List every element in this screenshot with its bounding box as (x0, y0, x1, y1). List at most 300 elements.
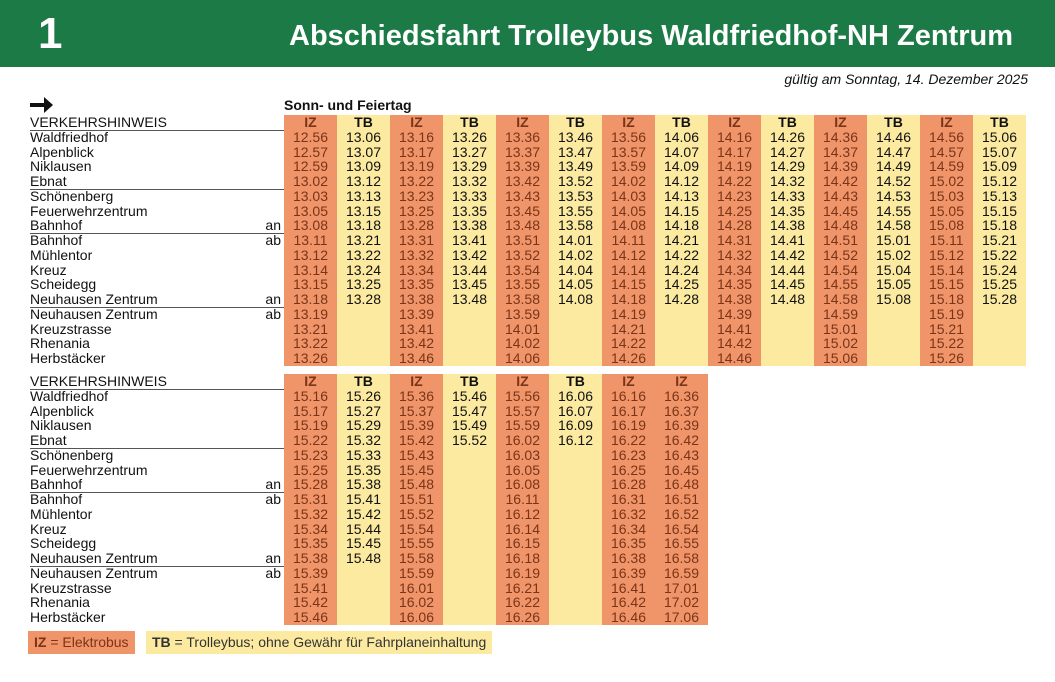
departure-time: 14.29 (761, 159, 814, 174)
departure-time (337, 610, 390, 625)
departure-time: 14.02 (496, 336, 549, 351)
departure-time: 16.52 (655, 507, 708, 522)
trip-type-header: TB (655, 115, 708, 130)
departure-time: 15.06 (814, 351, 867, 366)
departure-time: 13.43 (496, 189, 549, 204)
stop-name: Scheidegg (30, 535, 97, 552)
departure-time: 13.22 (390, 174, 443, 189)
departure-time (549, 551, 602, 566)
departure-time: 14.27 (761, 145, 814, 160)
departure-time: 16.25 (602, 463, 655, 478)
departure-time: 15.14 (920, 263, 973, 278)
departure-time (867, 351, 920, 366)
legend-tb (146, 631, 492, 654)
arrival-departure-marker: ab (265, 305, 281, 322)
departure-time: 14.22 (708, 174, 761, 189)
trip-type-header: IZ (602, 374, 655, 389)
departure-time: 15.03 (920, 189, 973, 204)
departure-time: 13.48 (496, 218, 549, 233)
departure-time: 16.14 (496, 522, 549, 537)
departure-time: 14.28 (655, 292, 708, 307)
departure-time: 15.46 (443, 389, 496, 404)
trip-type-header: IZ (496, 374, 549, 389)
departure-time: 14.28 (708, 218, 761, 233)
departure-time (443, 492, 496, 507)
departure-time (549, 536, 602, 551)
departure-time (549, 610, 602, 625)
departure-time (867, 307, 920, 322)
departure-time: 12.59 (284, 159, 337, 174)
departure-time: 15.18 (920, 292, 973, 307)
trip-type-header: TB (443, 374, 496, 389)
departure-time: 15.16 (284, 389, 337, 404)
departure-time (443, 477, 496, 492)
departure-time: 14.58 (814, 292, 867, 307)
departure-time: 16.37 (655, 404, 708, 419)
departure-time: 13.19 (390, 159, 443, 174)
departure-time: 14.57 (920, 145, 973, 160)
departure-time: 16.02 (390, 595, 443, 610)
departure-time: 14.52 (867, 174, 920, 189)
departure-time: 13.26 (284, 351, 337, 366)
departure-time: 16.07 (549, 404, 602, 419)
departure-time (549, 307, 602, 322)
stop-name: Neuhausen Zentrum (30, 550, 158, 566)
departure-time: 14.42 (761, 248, 814, 263)
departure-time: 14.58 (867, 218, 920, 233)
departure-time: 15.34 (284, 522, 337, 537)
departure-time: 14.49 (867, 159, 920, 174)
departure-time: 15.06 (973, 130, 1026, 145)
departure-time (337, 351, 390, 366)
departure-time: 14.23 (708, 189, 761, 204)
departure-time: 15.28 (284, 477, 337, 492)
departure-time (443, 581, 496, 596)
departure-time: 15.57 (496, 404, 549, 419)
departure-time: 14.45 (814, 204, 867, 219)
arrival-departure-marker: an (265, 550, 281, 566)
departure-time: 15.59 (390, 566, 443, 581)
departure-time: 14.08 (602, 218, 655, 233)
departure-time: 14.32 (708, 248, 761, 263)
departure-time: 15.46 (284, 610, 337, 625)
departure-time: 14.08 (549, 292, 602, 307)
departure-time: 13.39 (390, 307, 443, 322)
legend-iz-code: IZ (34, 634, 47, 650)
departure-time: 14.34 (708, 263, 761, 278)
departure-time (549, 448, 602, 463)
departure-time (443, 307, 496, 322)
day-type-label: Sonn- und Feiertag (284, 97, 412, 113)
departure-time: 16.23 (602, 448, 655, 463)
departure-time: 14.01 (549, 233, 602, 248)
departure-time: 14.13 (655, 189, 708, 204)
departure-time (549, 522, 602, 537)
departure-time: 15.54 (390, 522, 443, 537)
departure-time (761, 322, 814, 337)
stop-name: Rhenania (30, 594, 90, 611)
departure-time: 15.52 (390, 507, 443, 522)
departure-time: 15.02 (867, 248, 920, 263)
departure-time: 14.53 (867, 189, 920, 204)
departure-time (761, 307, 814, 322)
departure-time: 15.41 (284, 581, 337, 596)
departure-time: 13.38 (390, 292, 443, 307)
departure-time (867, 322, 920, 337)
departure-time: 16.19 (602, 418, 655, 433)
departure-time: 14.07 (655, 145, 708, 160)
stop-name: Schönenberg (30, 187, 114, 204)
departure-time: 15.05 (920, 204, 973, 219)
departure-time: 17.06 (655, 610, 708, 625)
departure-time: 13.47 (549, 145, 602, 160)
departure-time: 13.41 (443, 233, 496, 248)
departure-time: 15.22 (973, 248, 1026, 263)
stop-name: Rhenania (30, 335, 90, 352)
departure-time: 16.18 (496, 551, 549, 566)
stop-name: Kreuz (30, 261, 67, 278)
departure-time: 13.45 (443, 277, 496, 292)
departure-time: 16.17 (602, 404, 655, 419)
departure-time: 12.57 (284, 145, 337, 160)
departure-time: 16.31 (602, 492, 655, 507)
departure-time: 14.59 (920, 159, 973, 174)
departure-time: 16.19 (496, 566, 549, 581)
departure-time (549, 463, 602, 478)
departure-time: 14.59 (814, 307, 867, 322)
departure-time: 15.01 (814, 322, 867, 337)
trip-type-header: TB (867, 115, 920, 130)
departure-time: 13.21 (284, 322, 337, 337)
departure-time: 15.48 (390, 477, 443, 492)
departure-time (443, 507, 496, 522)
departure-time: 15.42 (337, 507, 390, 522)
stop-name: Bahnhof (30, 491, 83, 507)
departure-time (443, 566, 496, 581)
departure-time: 14.45 (761, 277, 814, 292)
stop-name: Scheidegg (30, 276, 97, 293)
departure-time: 14.35 (761, 204, 814, 219)
departure-time (549, 507, 602, 522)
departure-time: 17.02 (655, 595, 708, 610)
stop-name: Mühlentor (30, 505, 93, 522)
departure-time: 14.44 (761, 263, 814, 278)
stop-name: Kreuzstrasse (30, 579, 112, 596)
departure-time: 15.56 (496, 389, 549, 404)
departure-time: 15.25 (284, 463, 337, 478)
header-label: VERKEHRSHINWEIS (30, 114, 167, 130)
departure-time: 16.43 (655, 448, 708, 463)
departure-time: 13.28 (337, 292, 390, 307)
departure-time: 15.55 (390, 536, 443, 551)
departure-time: 16.32 (602, 507, 655, 522)
departure-time: 13.23 (390, 189, 443, 204)
departure-time (655, 351, 708, 366)
departure-time: 14.06 (655, 130, 708, 145)
stop-name: Bahnhof (30, 476, 83, 493)
departure-time: 13.49 (549, 159, 602, 174)
departure-time: 15.05 (867, 277, 920, 292)
departure-time: 13.26 (443, 130, 496, 145)
departure-time (443, 336, 496, 351)
departure-time: 15.19 (920, 307, 973, 322)
departure-time: 15.38 (337, 477, 390, 492)
departure-time: 16.35 (602, 536, 655, 551)
departure-time (549, 351, 602, 366)
departure-time: 14.24 (655, 263, 708, 278)
trip-type-header: TB (761, 115, 814, 130)
departure-time: 13.29 (443, 159, 496, 174)
trip-type-header: IZ (390, 374, 443, 389)
departure-time: 14.03 (602, 189, 655, 204)
departure-time: 13.18 (284, 292, 337, 307)
departure-time: 13.58 (496, 292, 549, 307)
departure-time (549, 322, 602, 337)
departure-time: 16.11 (496, 492, 549, 507)
departure-time: 15.04 (867, 263, 920, 278)
arrival-departure-marker: ab (265, 491, 281, 507)
departure-time: 14.43 (814, 189, 867, 204)
departure-time: 13.52 (549, 174, 602, 189)
stop-name: Neuhausen Zentrum (30, 564, 158, 581)
departure-time (867, 336, 920, 351)
departure-time: 14.12 (655, 174, 708, 189)
stop-name: Niklausen (30, 158, 92, 175)
departure-time: 15.24 (973, 263, 1026, 278)
stop-name: Herbstäcker (30, 350, 106, 366)
departure-time (337, 307, 390, 322)
departure-time: 14.14 (602, 263, 655, 278)
departure-time: 15.01 (867, 233, 920, 248)
timetable-header (0, 0, 1055, 67)
departure-time: 13.46 (390, 351, 443, 366)
departure-time: 15.38 (284, 551, 337, 566)
trip-type-header: IZ (390, 115, 443, 130)
stop-name: Ebnat (30, 173, 67, 189)
departure-time: 14.26 (602, 351, 655, 366)
departure-time: 13.06 (337, 130, 390, 145)
legend-tb-text: = Trolleybus; ohne Gewähr für Fahrplaneinhaltung (170, 634, 487, 650)
departure-time (443, 351, 496, 366)
departure-time: 14.52 (814, 248, 867, 263)
departure-time: 13.27 (443, 145, 496, 160)
departure-time: 16.54 (655, 522, 708, 537)
departure-time (549, 336, 602, 351)
departure-time (549, 581, 602, 596)
arrival-departure-marker: an (265, 476, 281, 493)
departure-time: 13.25 (390, 204, 443, 219)
departure-time: 16.16 (602, 389, 655, 404)
trip-type-header: TB (443, 115, 496, 130)
departure-time: 15.33 (337, 448, 390, 463)
stop-name: Schönenberg (30, 446, 114, 463)
departure-time: 14.18 (602, 292, 655, 307)
departure-time (337, 322, 390, 337)
departure-time: 16.45 (655, 463, 708, 478)
departure-time (973, 307, 1026, 322)
departure-time: 15.21 (920, 322, 973, 337)
stop-name: Kreuzstrasse (30, 320, 112, 337)
departure-time: 13.53 (549, 189, 602, 204)
departure-time: 13.57 (602, 145, 655, 160)
departure-time: 13.51 (496, 233, 549, 248)
departure-time: 16.03 (496, 448, 549, 463)
departure-time: 15.27 (337, 404, 390, 419)
departure-time: 14.38 (761, 218, 814, 233)
departure-time: 14.17 (708, 145, 761, 160)
trip-type-header: IZ (814, 115, 867, 130)
departure-time: 15.15 (973, 204, 1026, 219)
stop-name: Niklausen (30, 417, 92, 434)
departure-time: 16.28 (602, 477, 655, 492)
departure-time: 13.25 (337, 277, 390, 292)
stop-name: Alpenblick (30, 143, 94, 160)
departure-time: 14.15 (602, 277, 655, 292)
departure-time: 13.59 (496, 307, 549, 322)
departure-time: 14.36 (814, 130, 867, 145)
departure-time: 13.22 (337, 248, 390, 263)
departure-time: 14.32 (761, 174, 814, 189)
departure-time: 13.55 (496, 277, 549, 292)
departure-time: 15.22 (920, 336, 973, 351)
departure-time: 14.22 (655, 248, 708, 263)
departure-time: 14.46 (867, 130, 920, 145)
departure-time: 13.42 (390, 336, 443, 351)
stop-name: Mühlentor (30, 246, 93, 263)
legend-iz (28, 631, 135, 654)
departure-time: 15.26 (337, 389, 390, 404)
departure-time: 15.12 (920, 248, 973, 263)
departure-time (761, 336, 814, 351)
departure-time: 13.14 (284, 263, 337, 278)
departure-time (337, 595, 390, 610)
stop-name: Kreuz (30, 520, 67, 537)
departure-time: 14.51 (814, 233, 867, 248)
departure-time: 14.25 (708, 204, 761, 219)
departure-time: 16.34 (602, 522, 655, 537)
trip-type-header: IZ (284, 115, 337, 130)
departure-time: 15.13 (973, 189, 1026, 204)
departure-time: 15.32 (284, 507, 337, 522)
departure-time: 14.55 (867, 204, 920, 219)
departure-time: 17.01 (655, 581, 708, 596)
departure-time: 15.42 (390, 433, 443, 448)
departure-time: 15.17 (284, 404, 337, 419)
departure-time: 14.55 (814, 277, 867, 292)
trip-type-header: IZ (708, 115, 761, 130)
departure-time: 14.56 (920, 130, 973, 145)
departure-time: 13.46 (549, 130, 602, 145)
departure-time: 16.01 (390, 581, 443, 596)
departure-time: 13.34 (390, 263, 443, 278)
departure-time: 15.28 (973, 292, 1026, 307)
departure-time: 13.44 (443, 263, 496, 278)
departure-time: 14.11 (602, 233, 655, 248)
departure-time: 15.08 (867, 292, 920, 307)
departure-time: 15.22 (284, 433, 337, 448)
trip-type-header: TB (337, 374, 390, 389)
departure-time: 14.46 (708, 351, 761, 366)
departure-time: 14.47 (867, 145, 920, 160)
departure-time: 13.17 (390, 145, 443, 160)
departure-time: 15.44 (337, 522, 390, 537)
stop-name: Waldfriedhof (30, 128, 109, 145)
trip-type-header: IZ (496, 115, 549, 130)
departure-time: 15.37 (390, 404, 443, 419)
departure-time: 16.12 (549, 433, 602, 448)
departure-time (973, 351, 1026, 366)
departure-time: 14.19 (602, 307, 655, 322)
departure-time: 15.35 (337, 463, 390, 478)
departure-time: 13.16 (390, 130, 443, 145)
departure-time (655, 336, 708, 351)
departure-time: 16.39 (602, 566, 655, 581)
arrival-departure-marker: ab (265, 564, 281, 581)
departure-time (443, 322, 496, 337)
departure-time: 16.51 (655, 492, 708, 507)
departure-time: 14.01 (496, 322, 549, 337)
departure-time: 14.05 (602, 204, 655, 219)
departure-time (549, 566, 602, 581)
departure-time: 13.31 (390, 233, 443, 248)
departure-time: 13.48 (443, 292, 496, 307)
departure-time: 13.33 (443, 189, 496, 204)
departure-time: 14.21 (655, 233, 708, 248)
departure-time: 14.04 (549, 263, 602, 278)
departure-time: 15.29 (337, 418, 390, 433)
departure-time (443, 522, 496, 537)
departure-time: 13.45 (496, 204, 549, 219)
departure-time: 13.15 (337, 204, 390, 219)
departure-time: 15.59 (496, 418, 549, 433)
departure-time: 14.42 (814, 174, 867, 189)
departure-time: 15.02 (920, 174, 973, 189)
departure-time: 14.41 (708, 322, 761, 337)
departure-time: 14.25 (655, 277, 708, 292)
departure-time: 13.24 (337, 263, 390, 278)
departure-time (443, 610, 496, 625)
departure-time: 13.58 (549, 218, 602, 233)
departure-time: 15.48 (337, 551, 390, 566)
departure-time: 14.02 (549, 248, 602, 263)
departure-time: 16.15 (496, 536, 549, 551)
departure-time: 13.18 (337, 218, 390, 233)
departure-time: 13.37 (496, 145, 549, 160)
departure-time: 16.42 (602, 595, 655, 610)
departure-time: 14.22 (602, 336, 655, 351)
departure-time: 13.42 (496, 174, 549, 189)
departure-time: 15.26 (920, 351, 973, 366)
departure-time: 14.18 (655, 218, 708, 233)
departure-time: 14.48 (814, 218, 867, 233)
departure-time: 14.39 (814, 159, 867, 174)
departure-time: 16.41 (602, 581, 655, 596)
departure-time: 16.02 (496, 433, 549, 448)
validity-note: gültig am Sonntag, 14. Dezember 2025 (784, 71, 1028, 87)
stop-name: Neuhausen Zentrum (30, 305, 158, 322)
departure-time: 13.11 (284, 233, 337, 248)
stop-name: Alpenblick (30, 402, 94, 419)
departure-time: 15.23 (284, 448, 337, 463)
stop-name: Neuhausen Zentrum (30, 291, 158, 307)
departure-time: 13.35 (390, 277, 443, 292)
departure-time: 14.02 (602, 174, 655, 189)
departure-time: 15.41 (337, 492, 390, 507)
departure-time: 16.06 (390, 610, 443, 625)
departure-time: 15.35 (284, 536, 337, 551)
arrival-departure-marker: an (265, 217, 281, 234)
departure-time: 16.55 (655, 536, 708, 551)
